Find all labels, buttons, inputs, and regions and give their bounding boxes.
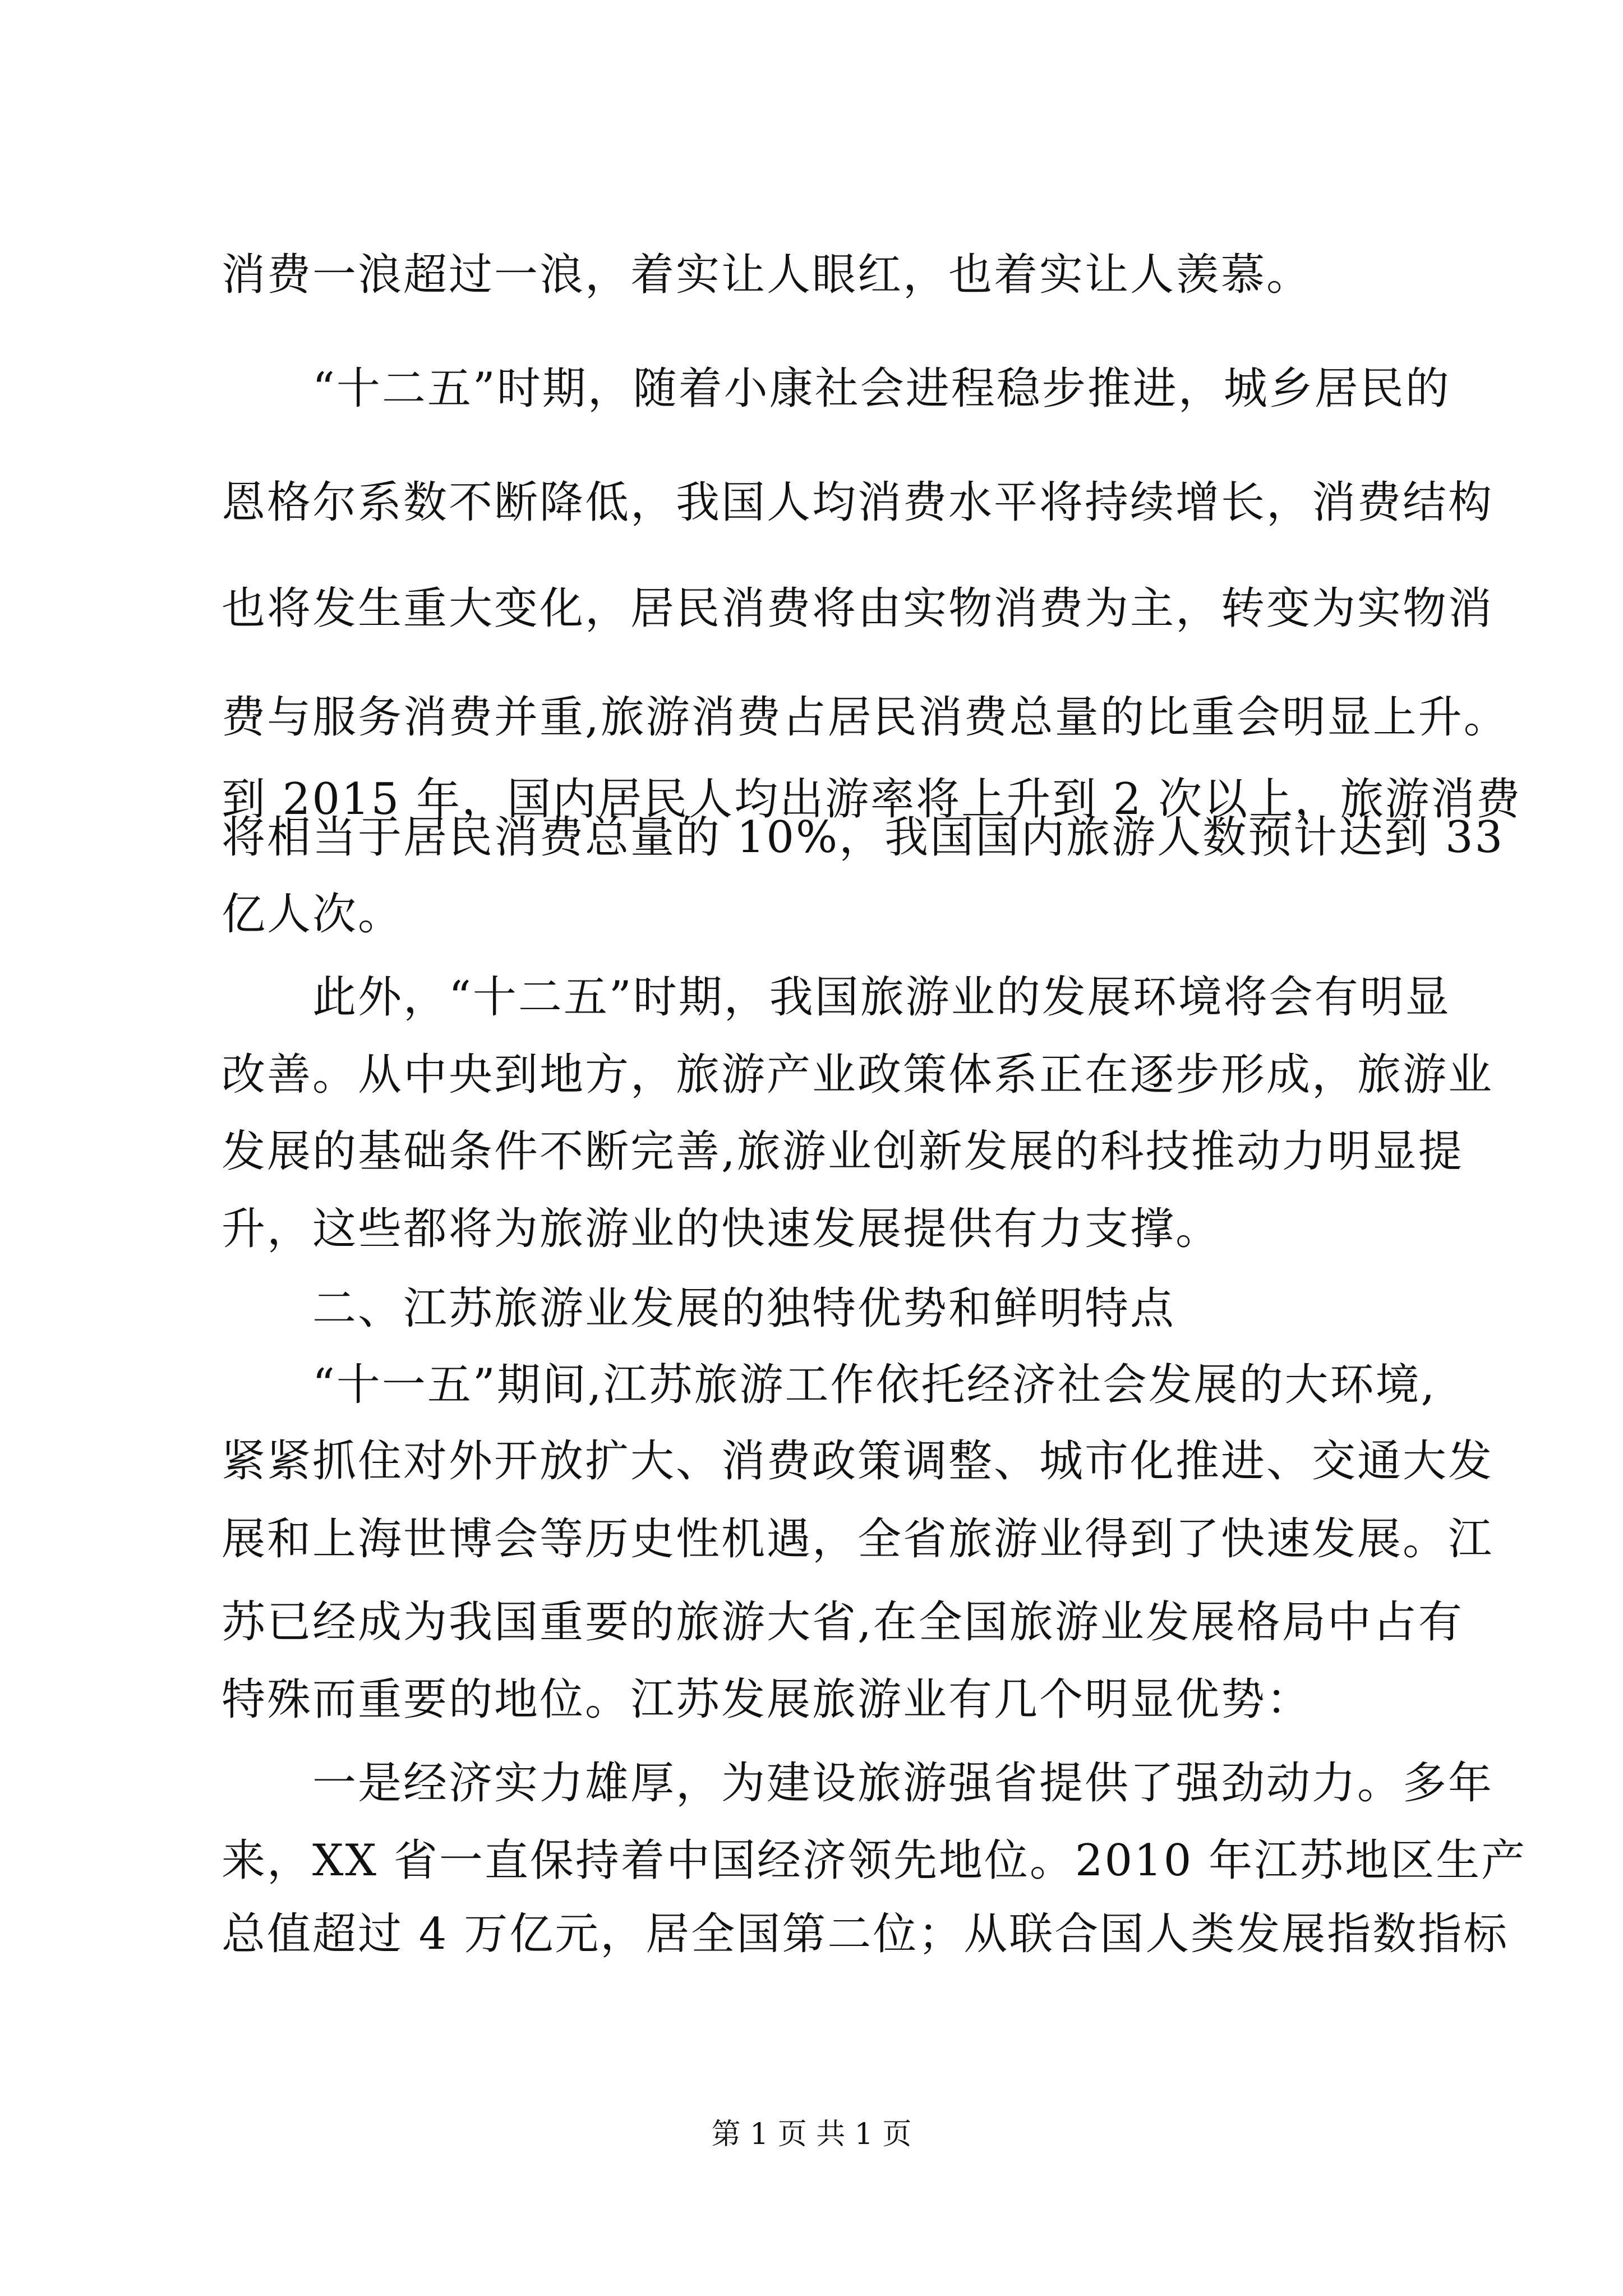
- text-line-2: “十二五”时期，随着小康社会进程稳步推进，城乡居民的: [222, 364, 1451, 414]
- text-line-14: “十一五”期间,江苏旅游工作依托经济社会发展的大环境,: [222, 1360, 1437, 1410]
- text-line-16: 展和上海世博会等历史性机遇，全省旅游业得到了快速发展。江: [222, 1514, 1494, 1565]
- text-line-20: 来，XX 省一直保持着中国经济领先地位。2010 年江苏地区生产: [222, 1835, 1527, 1886]
- text-line-6: 到 2015 年，国内居民人均出游率将上升到 2 次以上，旅游消费: [222, 774, 1522, 825]
- text-line-5: 费与服务消费并重,旅游消费占居民消费总量的比重会明显上升。: [222, 692, 1509, 743]
- section-heading: 二、江苏旅游业发展的独特优势和鲜明特点: [222, 1283, 1176, 1334]
- text-line-21: 总值超过 4 万亿元，居全国第二位；从联合国人类发展指数指标: [222, 1909, 1509, 1959]
- text-line-8: 亿人次。: [222, 889, 404, 940]
- text-line-7: 将相当于居民消费总量的 10%，我国国内旅游人数预计达到 33: [222, 812, 1505, 863]
- text-line-4: 也将发生重大变化，居民消费将由实物消费为主，转变为实物消: [222, 583, 1494, 634]
- text-line-1: 消费一浪超过一浪，着实让人眼红，也着实让人羡慕。: [222, 250, 1312, 300]
- text-line-12: 升，这些都将为旅游业的快速发展提供有力支撑。: [222, 1204, 1221, 1254]
- text-line-18: 特殊而重要的地位。江苏发展旅游业有几个明显优势：: [222, 1674, 1312, 1725]
- text-line-9: 此外，“十二五”时期，我国旅游业的发展环境将会有明显: [222, 972, 1451, 1023]
- text-line-3: 恩格尔系数不断降低，我国人均消费水平将持续增长，消费结构: [222, 477, 1494, 528]
- text-line-10: 改善。从中央到地方，旅游产业政策体系正在逐步形成，旅游业: [222, 1050, 1494, 1100]
- text-line-19: 一是经济实力雄厚，为建设旅游强省提供了强劲动力。多年: [222, 1758, 1494, 1809]
- text-line-17: 苏已经成为我国重要的旅游大省,在全国旅游业发展格局中占有: [222, 1597, 1464, 1648]
- page-number-footer: 第 1 页 共 1 页: [711, 2118, 912, 2151]
- text-line-15: 紧紧抓住对外开放扩大、消费政策调整、城市化推进、交通大发: [222, 1436, 1494, 1487]
- text-line-11: 发展的基础条件不断完善,旅游业创新发展的科技推动力明显提: [222, 1126, 1464, 1177]
